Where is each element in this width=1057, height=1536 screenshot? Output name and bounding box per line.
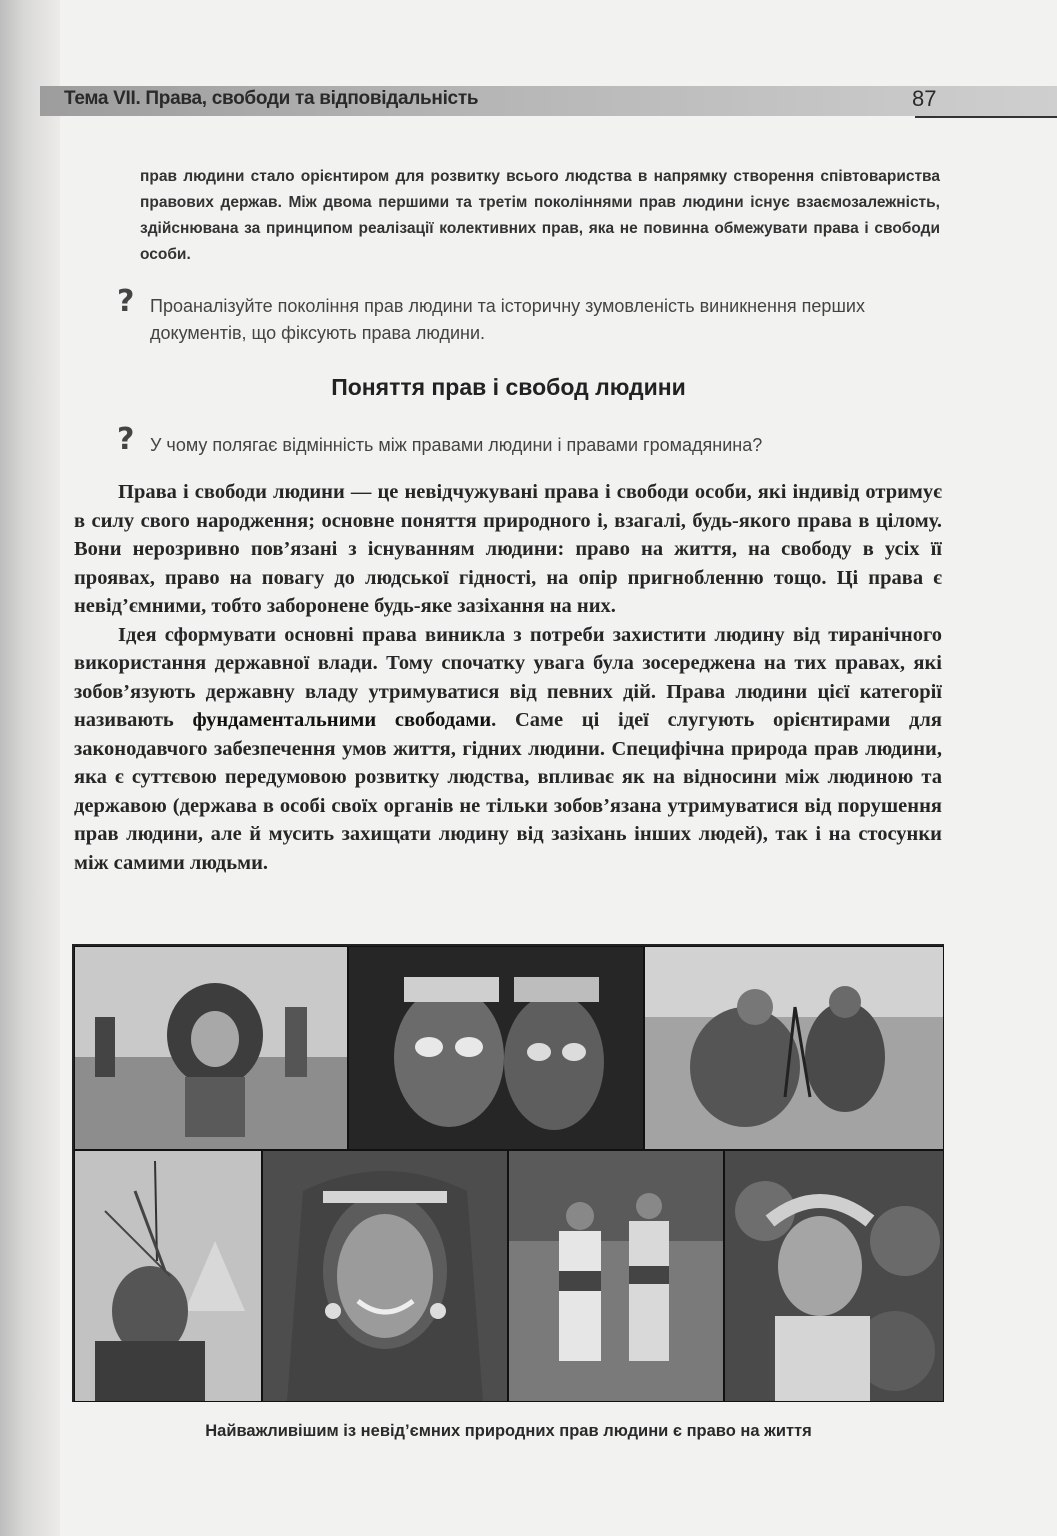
question-icon: ? bbox=[117, 284, 135, 319]
photo-woman-flowers bbox=[724, 1150, 944, 1402]
photo-collage bbox=[72, 944, 944, 1402]
paragraph-rights-definition: Права і свободи людини — це невідчужувані права і свободи особи, які індивід отримує в силу свого народження; основне поняття природного і, взагалі, будь-якого права в цілому. Вони нерозривно пов’язані з існуванням людини: право на життя, на свободу в усіх її проявах, право на повагу до людської гідності, на опір пригнобленню тощо. Ці права є невід’ємними, тобто заборонене будь-яке зазіхання на них. bbox=[74, 481, 942, 617]
paragraph-2-end: . Саме ці ідеї слугують орієнтирами для законодавчого забезпечення умов життя, гідних людини. Специфічна природа прав людини, яка є суттєвою передумовою розвитку людства, впливає як на відносини між людиною та державою (держава в особі своїх органів не тільки зобов’язана утримуватися від порушення прав людини, але й мусить захищати людину від зазіхань інших людей), так і на стосунки між самими людьми. bbox=[74, 709, 942, 874]
arctic-child-image bbox=[75, 947, 347, 1149]
running-header-title: Тема VII. Права, свободи та відповідальність bbox=[64, 88, 479, 109]
body-text bbox=[74, 478, 942, 877]
native-headdress-image bbox=[75, 1151, 261, 1401]
question-1: Проаналізуйте покоління прав людини та історичну зумовленість виникнення перших документів, що фіксують права людини. bbox=[150, 296, 865, 343]
question-icon: ? bbox=[117, 422, 135, 457]
photo-painted-faces bbox=[348, 946, 644, 1150]
paragraph-2-start: Ідея сформувати основні права виникла з потреби захистити людину від тиранічного використання державної влади. Тому спочатку увага була зосереджена на тих правах, які зобов’язують державну владу утримуватися від певних дій. Права людини цієї категорії називають bbox=[74, 623, 942, 731]
section-heading: Поняття прав і свобод людини bbox=[331, 374, 686, 400]
paragraph-fundamental-freedoms bbox=[74, 621, 942, 878]
photo-native-headdress bbox=[74, 1150, 262, 1402]
page-number: 87 bbox=[912, 86, 937, 111]
ukrainian-dancers-image bbox=[509, 1151, 723, 1401]
page-edge-shadow bbox=[0, 0, 60, 1536]
page-number-underline bbox=[915, 116, 1057, 118]
photo-ukrainian-dancers bbox=[508, 1150, 724, 1402]
photo-smiling-woman-jewelry bbox=[262, 1150, 508, 1402]
kimono-camera-image bbox=[645, 947, 943, 1149]
photo-arctic-child bbox=[74, 946, 348, 1150]
photo-caption: Найважливішим із невід’ємних природних прав людини є право на життя bbox=[205, 1422, 812, 1440]
photo-kimono-camera bbox=[644, 946, 944, 1150]
painted-faces-image bbox=[349, 947, 643, 1149]
question-2: У чому полягає відмінність між правами людини і правами громадянина? bbox=[150, 435, 763, 455]
term-fundamental-freedoms: фундаментальними свободами bbox=[192, 709, 492, 731]
intro-paragraph: прав людини стало орієнтиром для розвитку всього людства в напрямку створення співтовариства правових держав. Між двома першими та третім поколіннями прав людини існує взаємозалежність, здійснювана за принципом реалізації колективних прав, яка не повинна обмежувати права і свободи особи. bbox=[140, 168, 940, 263]
smiling-woman-image bbox=[263, 1151, 507, 1401]
woman-flowers-image bbox=[725, 1151, 943, 1401]
